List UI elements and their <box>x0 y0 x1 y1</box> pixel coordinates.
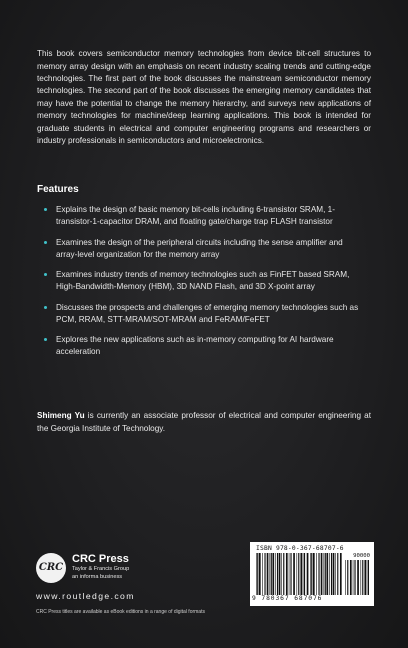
author-description: is currently an associate professor of electrical and computer engineering at the Georgia Institute of Technology. <box>37 411 371 433</box>
publisher-group: Taylor & Francis Group <box>72 566 130 572</box>
barcode-bar <box>277 553 278 595</box>
barcode-bar <box>304 553 305 595</box>
barcode <box>250 542 374 606</box>
bullet-icon <box>44 338 47 341</box>
barcode-bar <box>325 553 326 595</box>
barcode-bar <box>297 553 298 595</box>
barcode-bar <box>303 553 304 595</box>
barcode-bar <box>362 560 363 595</box>
barcode-bar <box>335 553 336 595</box>
feature-item: Explores the new applications such as in-memory computing for AI hardware acceleration <box>40 334 366 358</box>
features-heading: Features <box>37 184 79 195</box>
price-code: 90000 <box>353 553 370 559</box>
features-list <box>40 204 366 367</box>
bullet-icon <box>44 241 47 244</box>
barcode-bar <box>368 560 369 595</box>
barcode-bar <box>264 553 265 595</box>
barcode-bar <box>272 553 274 595</box>
barcode-bar <box>337 553 338 595</box>
barcode-bar <box>367 560 368 595</box>
publisher-name: CRC Press <box>72 553 129 565</box>
barcode-bar <box>271 553 272 595</box>
author-bio <box>37 410 371 435</box>
barcode-bar <box>347 560 348 595</box>
bullet-icon <box>44 273 47 276</box>
barcode-bar <box>283 553 284 595</box>
barcode-bar <box>262 553 263 595</box>
feature-item: Explains the design of basic memory bit-cells including 6-transistor SRAM, 1-transistor-1-capacitor DRAM, and floating gate/charge trap FLASH transistor <box>40 204 366 228</box>
ean-text: 9 780367 687076 <box>252 595 323 602</box>
barcode-bar <box>307 553 309 595</box>
barcode-bar <box>286 553 288 595</box>
barcode-bar <box>259 553 261 595</box>
barcode-bar <box>331 553 332 595</box>
barcode-bar <box>354 560 355 595</box>
isbn-text: ISBN 978-0-367-68707-6 <box>256 545 344 552</box>
barcode-bar <box>361 560 362 595</box>
barcode-bar <box>270 553 271 595</box>
barcode-bar <box>257 553 258 595</box>
ebook-note: CRC Press titles are available as eBook editions in a range of digital formats <box>36 609 205 615</box>
feature-item: Examines industry trends of memory technologies such as FinFET based SRAM, High-Bandwidth-Memory (HBM), 3D NAND Flash, and 3D X-point array <box>40 269 366 293</box>
barcode-bar <box>290 553 291 595</box>
barcode-bar <box>313 553 315 595</box>
barcode-bar <box>324 553 325 595</box>
author-name: Shimeng Yu <box>37 411 85 421</box>
publisher-logo <box>36 553 186 587</box>
barcode-bar <box>300 553 302 595</box>
barcode-bar <box>357 560 359 595</box>
feature-item: Discusses the prospects and challenges of emerging memory technologies such as PCM, RRAM, STT-MRAM/SOT-MRAM and FeRAM/FeFET <box>40 302 366 326</box>
barcode-addon-bars-icon <box>345 560 369 595</box>
feature-item: Examines the design of the peripheral circuits including the sense amplifier and array-level organization for the memory array <box>40 237 366 261</box>
barcode-bar <box>281 553 282 595</box>
publisher-tagline: an informa business <box>72 573 123 580</box>
barcode-bar <box>293 553 295 595</box>
barcode-bar <box>353 560 354 595</box>
barcode-bar <box>256 553 257 595</box>
bullet-icon <box>44 208 47 211</box>
publisher-website: www.routledge.com <box>36 591 135 601</box>
barcode-bar <box>350 560 352 595</box>
barcode-bars-icon <box>256 553 342 595</box>
barcode-bar <box>311 553 312 595</box>
barcode-bar <box>279 553 281 595</box>
barcode-bar <box>289 553 290 595</box>
bullet-icon <box>44 306 47 309</box>
barcode-bar <box>345 560 346 595</box>
book-description: This book covers semiconductor memory technologies from device bit-cell structures to memory array design with an emphasis on recent industry scaling trends and cutting-edge technologies. The first part of the book discusses the mainstream semiconductor memory technologies. The second part of the book discusses the emerging memory candidates that may have the potential to change the memory hierarchy, and surveys new applications of memory technologies for machine/deep learning applications. This book is intended for graduate students in electrical and computer engineering programs and researchers or industry professionals in semiconductors and microelectronics. <box>37 49 371 146</box>
barcode-bar <box>333 553 335 595</box>
barcode-bar <box>267 553 269 595</box>
barcode-bar <box>364 560 366 595</box>
barcode-bar <box>310 553 311 595</box>
barcode-bar <box>326 553 328 595</box>
barcode-bar <box>340 553 342 595</box>
barcode-bar <box>275 553 276 595</box>
barcode-bar <box>298 553 299 595</box>
barcode-bar <box>321 553 323 595</box>
barcode-bar <box>318 553 319 595</box>
barcode-bar <box>316 553 317 595</box>
barcode-bar <box>329 553 330 595</box>
crc-logo-icon: CRC <box>36 553 66 583</box>
